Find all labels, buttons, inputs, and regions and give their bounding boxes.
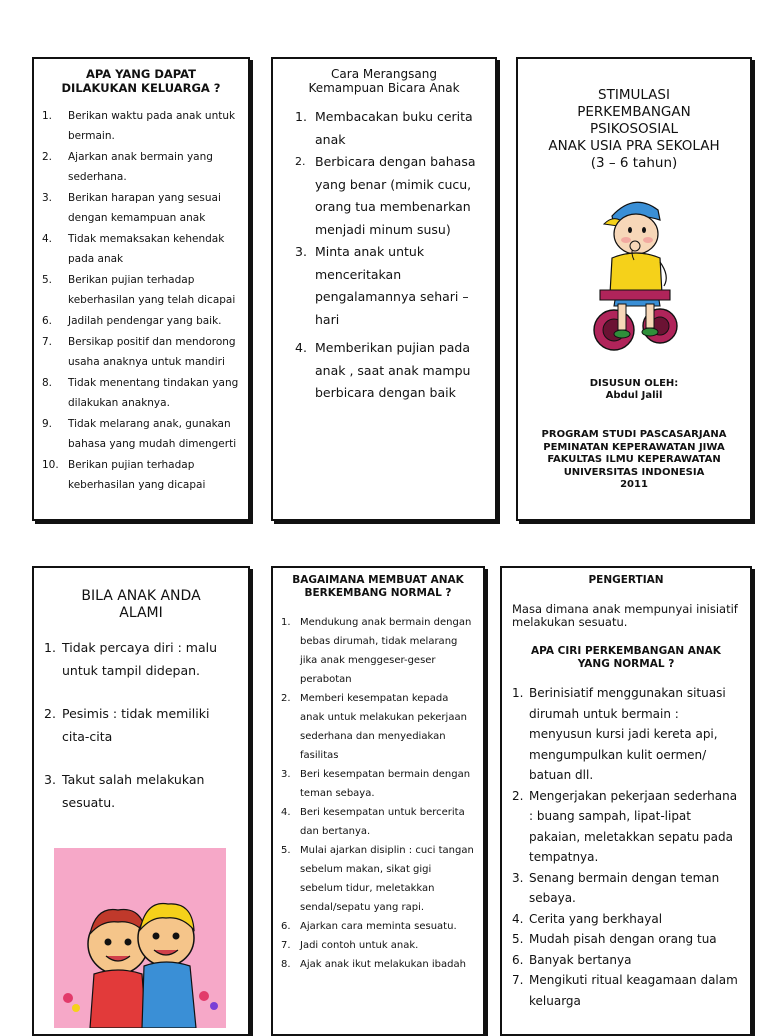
panel-family-actions xyxy=(32,57,250,521)
list-item: 1. Berinisiatif menggunakan situasi dirumah untuk bermain : menyusun kursi jadi kereta api, mengumpulkan kulit oermen/ batuan dll. xyxy=(512,686,726,782)
list-item: 9. Tidak melarang anak, gunakan bahasa yang mudah dimengerti xyxy=(42,418,237,450)
list-item: 2. Ajarkan anak bermain yang sederhana. xyxy=(42,151,213,183)
list-item: 5. Berikan pujian terhadap keberhasilan yang telah dicapai xyxy=(42,274,236,306)
two-children-illustration xyxy=(54,848,226,1028)
list-item: 6. Ajarkan cara meminta sesuatu. xyxy=(281,921,457,932)
list-item: 10. Berikan pujian terhadap keberhasilan yang dicapai xyxy=(42,459,206,491)
speech-stimulation-list xyxy=(283,106,485,405)
panel6-title: PENGERTIAN xyxy=(588,574,664,586)
list-item: 3. Senang bermain dengan teman sebaya. xyxy=(512,870,720,905)
list-item: 3. Berikan harapan yang sesuai dengan kemampuan anak xyxy=(42,192,221,224)
panel4-title: BILA ANAK ANDA ALAMI xyxy=(81,588,201,621)
panel6-subtitle: APA CIRI PERKEMBANGAN ANAK YANG NORMAL ? xyxy=(531,645,721,670)
panel-normal-development-how xyxy=(271,566,485,1036)
list-item: 1. Membacakan buku cerita anak xyxy=(295,109,473,147)
family-actions-list xyxy=(42,106,240,495)
list-item: 1. Mendukung anak bermain dengan bebas dirumah, tidak melarang jika anak menggeser-geser perabotan xyxy=(281,617,472,685)
panel-cover xyxy=(516,57,752,521)
list-item: 4. Memberikan pujian pada anak , saat anak mampu berbicara dengan baik xyxy=(295,340,471,400)
list-item: 6. Banyak bertanya xyxy=(512,952,632,967)
list-item: 8. Tidak menentang tindakan yang dilakukan anaknya. xyxy=(42,377,239,409)
list-item: 5. Mudah pisah dengan orang tua xyxy=(512,932,717,946)
list-item: 5. Mulai ajarkan disiplin : cuci tangan sebelum makan, sikat gigi sebelum tidur, meletakkan sendal/sepatu yang rapi. xyxy=(281,845,474,913)
author-block: DISUSUN OLEH: Abdul Jalil xyxy=(589,378,679,401)
panel1-title: APA YANG DAPAT DILAKUKAN KELUARGA ? xyxy=(61,67,221,95)
list-item: 8. Ajak anak ikut melakukan ibadah xyxy=(281,959,466,970)
child-on-tricycle-illustration xyxy=(574,190,694,360)
list-item: 2. Pesimis : tidak memiliki cita-cita xyxy=(44,706,210,744)
list-item: 6. Jadilah pendengar yang baik. xyxy=(42,315,222,327)
list-item: 1. Tidak percaya diri : malu untuk tampil didepan. xyxy=(44,640,217,678)
list-item: 3. Beri kesempatan bermain dengan teman sebaya. xyxy=(281,769,471,799)
list-item: 3. Minta anak untuk menceritakan pengalamannya sehari – hari xyxy=(295,244,469,327)
list-item: 2. Berbicara dengan bahasa yang benar (mimik cucu, orang tua membenarkan menjadi minum susu) xyxy=(295,154,476,237)
list-item: 4. Cerita yang berkhayal xyxy=(512,911,663,926)
list-item: 2. Memberi kesempatan kepada anak untuk melakukan pekerjaan sederhana dan menyediakan fasilitas xyxy=(281,693,467,761)
institution-block: PROGRAM STUDI PASCASARJANA PEMINATAN KEPERAWATAN JIWA FAKULTAS ILMU KEPERAWATAN UNIVERSITAS INDONESIA 2011 xyxy=(541,429,727,490)
list-item: 4. Beri kesempatan untuk bercerita dan bertanya. xyxy=(281,807,465,837)
how-to-develop-list xyxy=(281,613,475,974)
panel2-title: Cara Merangsang Kemampuan Bicara Anak xyxy=(308,67,460,95)
child-problems-list xyxy=(44,636,238,814)
panel5-title: BAGAIMANA MEMBUAT ANAK BERKEMBANG NORMAL ? xyxy=(292,574,464,599)
list-item: 1. Berikan waktu pada anak untuk bermain. xyxy=(42,110,236,142)
list-item: 4. Tidak memaksakan kehendak pada anak xyxy=(42,233,225,265)
list-item: 2. Mengerjakan pekerjaan sederhana : buang sampah, lipat-lipat pakaian, meletakkan sepatu pada tempatnya. xyxy=(512,788,738,864)
panel-definition xyxy=(500,566,752,1036)
panel-speech-stimulation xyxy=(271,57,497,521)
list-item: 3. Takut salah melakukan sesuatu. xyxy=(44,772,205,810)
list-item: 7. Jadi contoh untuk anak. xyxy=(281,940,419,951)
normal-traits-list xyxy=(512,683,740,1011)
list-item: 7. Bersikap positif dan mendorong usaha anaknya untuk mandiri xyxy=(42,336,236,368)
cover-title: STIMULASI PERKEMBANGAN PSIKOSOSIAL ANAK USIA PRA SEKOLAH (3 – 6 tahun) xyxy=(548,87,720,171)
definition-text: Masa dimana anak mempunyai inisiatif melakukan sesuatu. xyxy=(512,602,738,629)
list-item: 7. Mengikuti ritual keagamaan dalam keluarga xyxy=(512,973,738,1008)
panel-if-child-experiences xyxy=(32,566,250,1036)
